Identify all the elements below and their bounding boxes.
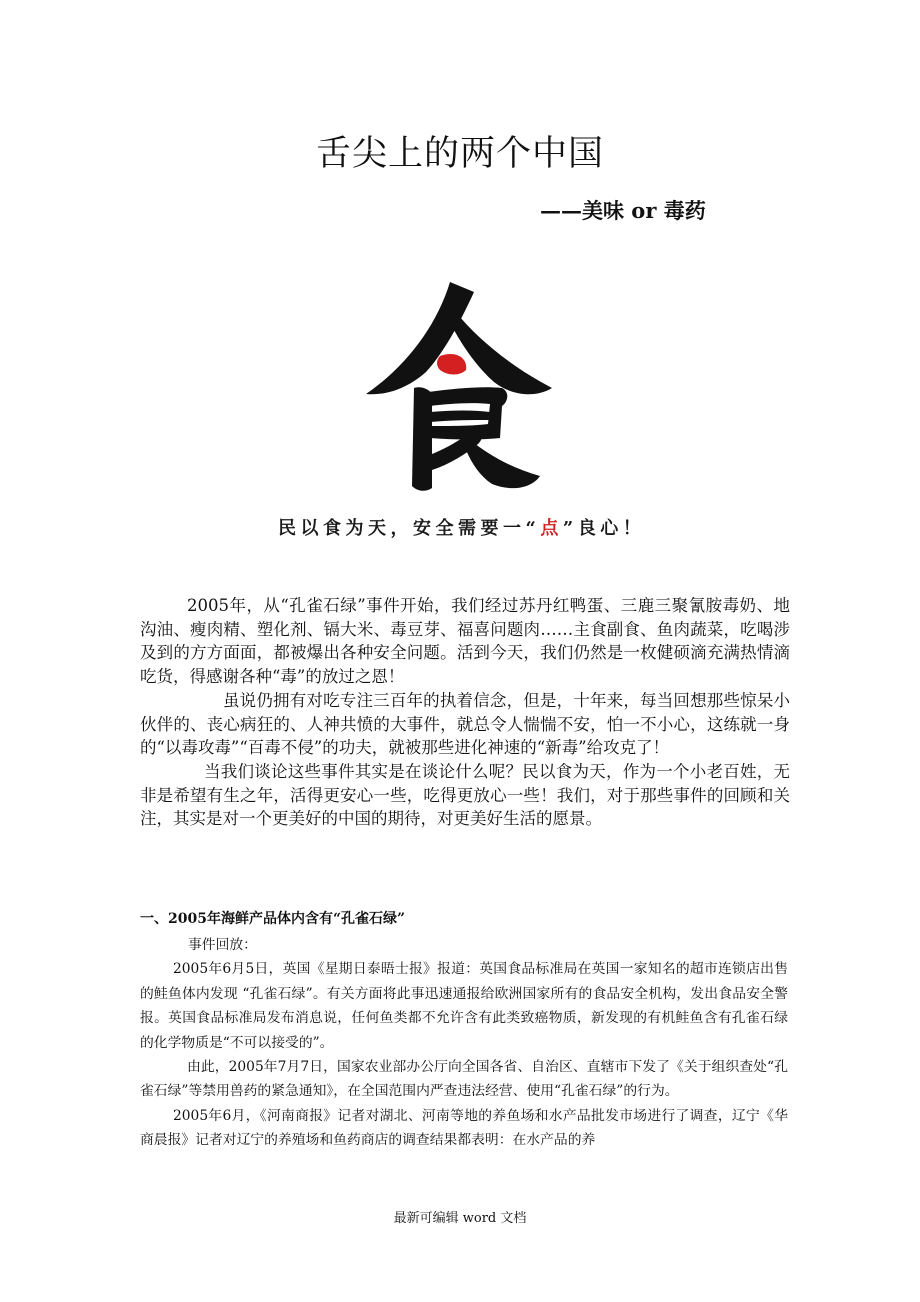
document-title: 舌尖上的两个中国 bbox=[315, 134, 604, 174]
slogan-highlight: 点 bbox=[540, 518, 563, 539]
section-paragraph: 2005年6月，《河南商报》记者对湖北、河南等地的养鱼场和水产品批发市场进行了调查，辽宁《华商晨报》记者对辽宁的养殖场和鱼药商店的调查结果都表明：在水产品的养 bbox=[140, 1107, 788, 1149]
intro-paragraph: 2005年，从“孔雀石绿”事件开始，我们经过苏丹红鸭蛋、三鹿三聚氰胺毒奶、地沟油、瘦肉精、塑化剂、镉大米、毒豆芽、福喜问题肉……主食副食、鱼肉蔬菜，吃喝涉及到的方方面面，都被爆出各种安全问题。活到今天，我们仍然是一枚健硕滴充满热情滴吃货，得感谢各种“毒”的放过之恩！ bbox=[140, 596, 790, 687]
logo-slogan bbox=[278, 514, 658, 540]
section-paragraph: 事件回放： bbox=[188, 937, 257, 953]
intro-paragraph: 当我们谈论这些事件其实是在谈论什么呢？民以食为天，作为一个小老百姓，无非是希望有生之年，活得更安心一些，吃得更放心一些！我们，对于那些事件的回顾和关注，其实是对一个更美好的中国的期待，对更美好生活的愿景。 bbox=[140, 761, 790, 829]
section-paragraph: 由此，2005年7月7日，国家农业部办公厅向全国各省、自治区、直辖市下发了《关于组织查处“孔雀石绿”等禁用兽药的紧急通知》，在全国范围内严查违法经营、使用“孔雀石绿”的行为。 bbox=[140, 1059, 788, 1100]
document-subtitle: ——美味 or 毒药 bbox=[540, 198, 706, 223]
intro-section bbox=[140, 594, 790, 831]
section-paragraph: 2005年6月5日，英国《星期日泰晤士报》报道：英国食品标准局在英国一家知名的超市连锁店出售的鲑鱼体内发现 “孔雀石绿”。有关方面将此事迅速通报给欧洲国家所有的食品安全机构，发出食品安全警报。英国食品标准局发布消息说，任何鱼类都不允许含有此类致癌物质，新发现的有机鲑鱼含有孔雀石绿的化学物质是“不可以接受的”。 bbox=[140, 961, 788, 1051]
section-body bbox=[140, 933, 788, 1153]
section-heading: 一、2005年海鲜产品体内含有“孔雀石绿” bbox=[140, 911, 406, 927]
slogan-text-before: 民以食为天，安全需要一“ bbox=[278, 518, 541, 539]
page-footer: 最新可编辑 word 文档 bbox=[393, 1211, 527, 1226]
food-character-logo-graphic bbox=[362, 270, 562, 502]
food-character-logo-icon bbox=[362, 270, 562, 502]
intro-paragraph: 虽说仍拥有对吃专注三百年的执着信念，但是，十年来，每当回想那些惊呆小伙伴的、丧心病狂的、人神共愤的大事件，就总令人惴惴不安，怕一不小心，这练就一身的“以毒攻毒”“百毒不侵”的功夫，就被那些进化神速的“新毒”给攻克了！ bbox=[140, 690, 790, 758]
slogan-text-after: ”良心！ bbox=[562, 518, 646, 539]
